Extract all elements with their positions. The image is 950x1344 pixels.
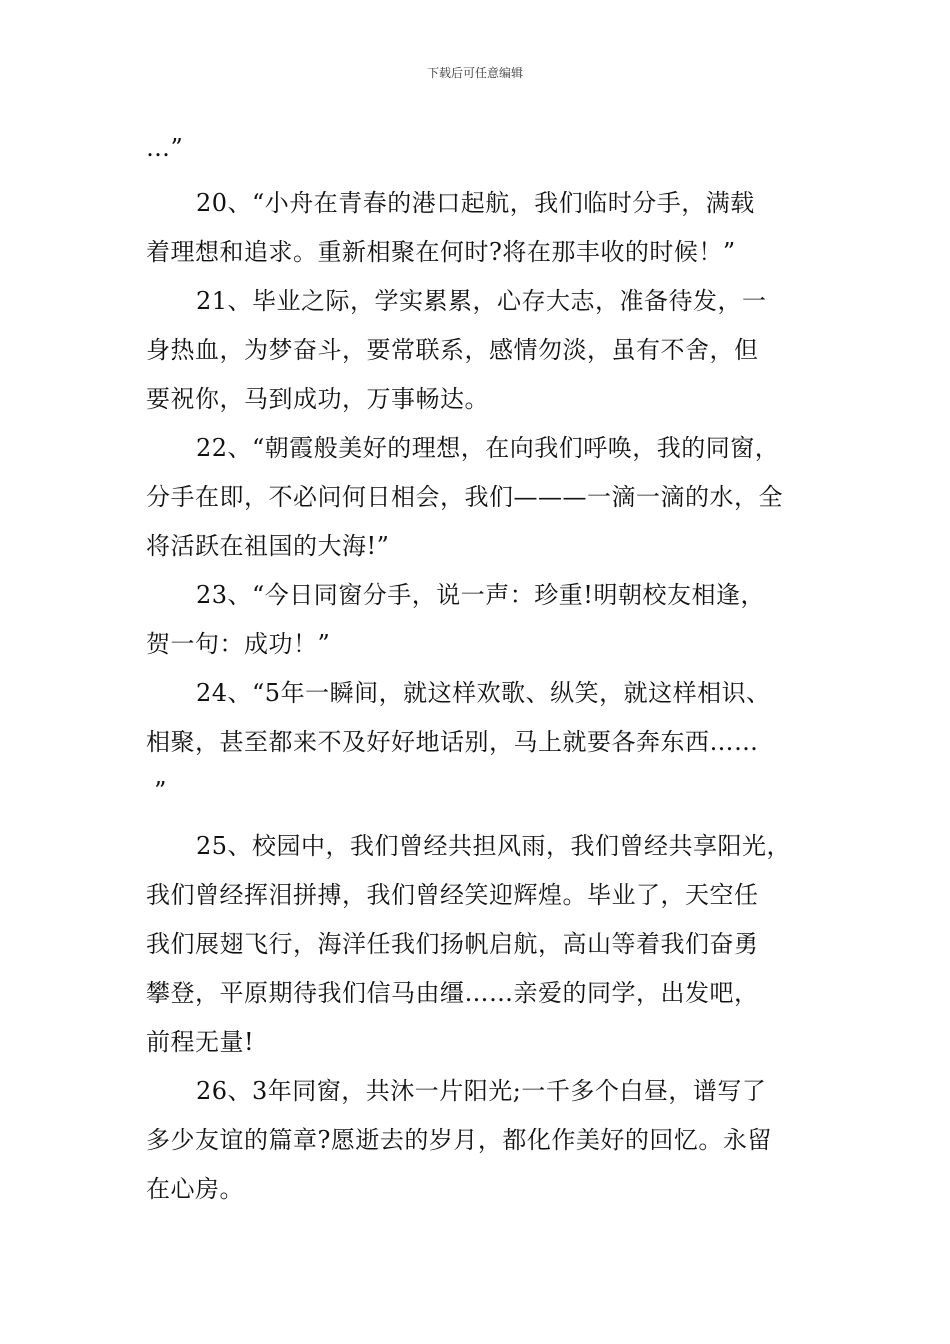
paragraph-25: [146, 822, 836, 1067]
text-line: 攀登，平原期待我们信马由缰……亲爱的同学，出发吧，: [146, 979, 759, 1007]
text-line: 26、3年同窗，共沐一片阳光;一千多个白昼，谱写了: [196, 1077, 767, 1105]
page-header: 下载后可任意编辑: [426, 66, 523, 80]
text-line: 将活跃在祖国的大海!”: [146, 532, 390, 560]
text-line: 相聚，甚至都来不及好好地话别，马上就要各奔东西……: [146, 728, 759, 756]
text-line: 24、“5年一瞬间，就这样欢歌、纵笑，就这样相识、: [196, 679, 771, 707]
text-line: 20、“小舟在青春的港口起航，我们临时分手，满载: [196, 189, 755, 217]
text-line: 前程无量!: [146, 1028, 255, 1056]
text-line: 23、“今日同窗分手，说一声：珍重!明朝校友相逢，: [196, 581, 765, 609]
paragraph-21: [146, 277, 836, 424]
text-line: 身热血，为梦奋斗，要常联系，感情勿淡，虽有不舍，但: [146, 336, 759, 364]
text-line: 要祝你，马到成功，万事畅达。: [146, 385, 489, 413]
text-line: 在心房。: [146, 1175, 244, 1203]
text-line: 我们展翅飞行，海洋任我们扬帆启航，高山等着我们奋勇: [146, 930, 759, 958]
text-line: 贺一句：成功！”: [146, 630, 331, 658]
text-line: 分手在即，不必问何日相会，我们———一滴一滴的水，全: [146, 483, 783, 511]
document-body: [146, 124, 836, 1214]
text-line: 21、毕业之际，学实累累，心存大志，准备待发，一: [196, 287, 767, 315]
paragraph-24: [146, 669, 836, 816]
text-line: 25、校园中，我们曾经共担风雨，我们曾经共享阳光，: [196, 832, 792, 860]
paragraph-22: [146, 424, 836, 571]
text-line: 22、“朝霞般美好的理想，在向我们呼唤，我的同窗，: [196, 434, 780, 462]
paragraph-19-ending: [146, 124, 836, 173]
text-line: 着理想和追求。重新相聚在何时?将在那丰收的时候！”: [146, 238, 736, 266]
text-line: ”: [146, 777, 167, 805]
paragraph-23: [146, 571, 836, 669]
paragraph-26: [146, 1067, 836, 1214]
text-line: 我们曾经挥泪拼搏，我们曾经笑迎辉煌。毕业了，天空任: [146, 881, 759, 909]
paragraph-20: [146, 179, 836, 277]
text-line: 多少友谊的篇章?愿逝去的岁月，都化作美好的回忆。永留: [146, 1126, 772, 1154]
text-line: …”: [146, 134, 184, 162]
